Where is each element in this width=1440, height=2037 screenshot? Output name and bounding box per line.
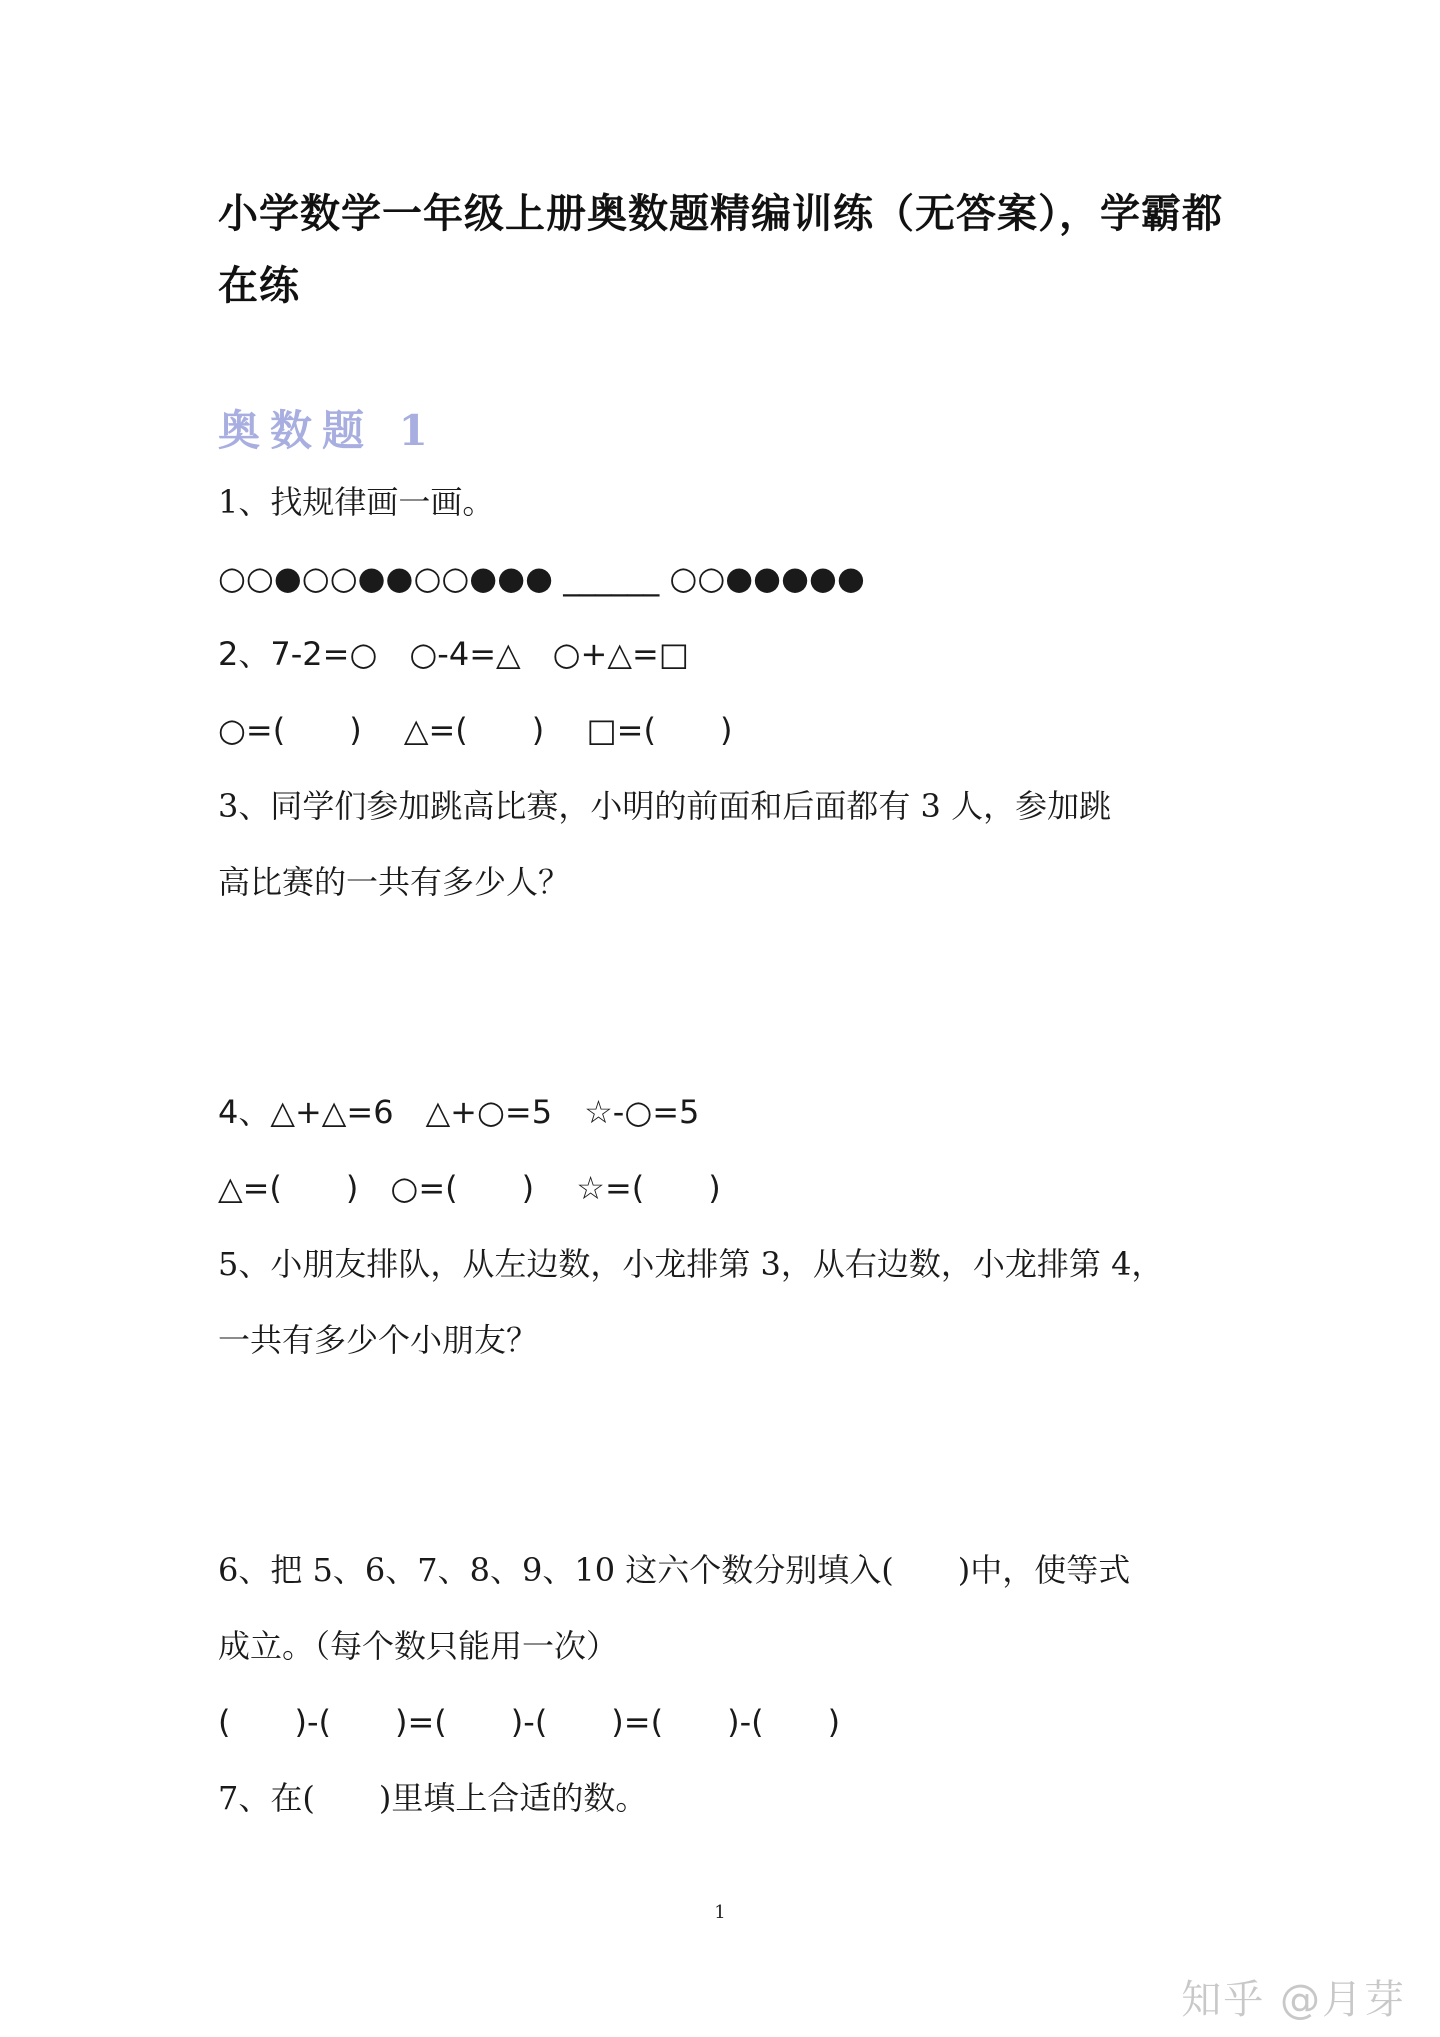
- document-title: 小学数学一年级上册奥数题精编训练（无答案），学霸都在练: [218, 191, 1223, 309]
- question-5-line-1: 5、小朋友排队，从左边数，小龙排第 3，从右边数，小龙排第 4，: [218, 1245, 1164, 1283]
- section-heading: 奥数题 1: [218, 406, 438, 455]
- question-2-answers: ○=( ) △=( ) □=( ): [218, 711, 733, 749]
- page-number: 1: [714, 1902, 726, 1923]
- question-7: 7、在( )里填上合适的数。: [218, 1779, 648, 1817]
- watermark: 知乎 @月芽: [1181, 1977, 1406, 2023]
- question-3-line-1: 3、同学们参加跳高比赛，小明的前面和后面都有 3 人，参加跳: [218, 787, 1112, 825]
- question-6-line-2: 成立。（每个数只能用一次）: [218, 1627, 619, 1665]
- question-2: 2、7-2=○ ○-4=△ ○+△=□: [218, 635, 690, 673]
- question-5-line-2: 一共有多少个小朋友？: [218, 1321, 539, 1359]
- question-4: 4、△+△=6 △+○=5 ☆-○=5: [218, 1093, 700, 1131]
- question-6-equation: ( )-( )=( )-( )=( )-( ): [218, 1703, 841, 1741]
- pattern-line: ○○●○○●●○○●●● ______ ○○●●●●●: [218, 559, 865, 597]
- question-4-answers: △=( ) ○=( ) ☆=( ): [218, 1169, 721, 1207]
- question-3-line-2: 高比赛的一共有多少人？: [218, 863, 571, 901]
- question-1: 1、找规律画一画。: [218, 483, 495, 521]
- question-6-line-1: 6、把 5、6、7、8、9、10 这六个数分别填入( )中，使等式: [218, 1551, 1131, 1589]
